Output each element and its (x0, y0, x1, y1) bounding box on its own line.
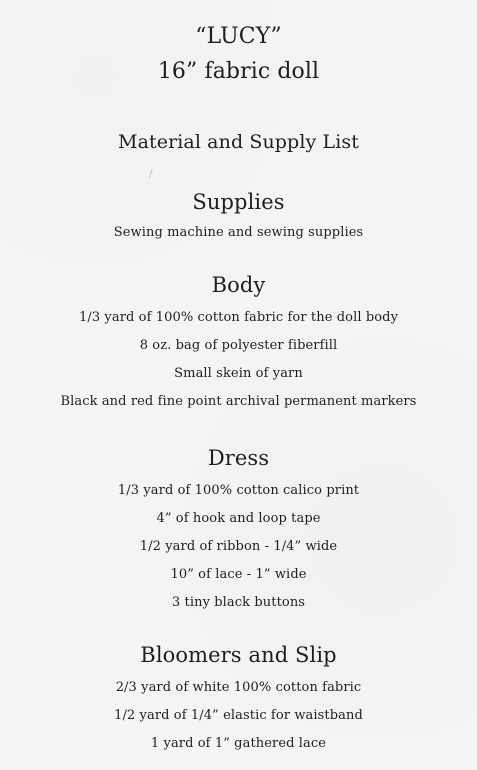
body-item: 8 oz. bag of polyester fiberfill (139, 338, 338, 353)
doc-title-line-2: 16” fabric doll (157, 59, 320, 84)
section-heading-dress: Dress (207, 446, 270, 470)
dress-item: 3 tiny black buttons (171, 595, 306, 610)
dress-item: 10” of lace - 1” wide (170, 567, 307, 582)
bloomers-item: 1 yard of 1” gathered lace (150, 736, 327, 751)
bloomers-item: 2/3 yard of white 100% cotton fabric (115, 680, 362, 695)
dress-item: 1/3 yard of 100% cotton calico print (117, 483, 360, 498)
section-heading-body: Body (211, 273, 266, 297)
dress-item: 1/2 yard of ribbon - 1/4” wide (139, 539, 338, 554)
doc-title-line-1: “LUCY” (195, 24, 282, 49)
body-item: Small skein of yarn (174, 366, 303, 381)
dress-item: 4” of hook and loop tape (156, 511, 321, 526)
body-item: Black and red fine point archival permanent markers (60, 394, 417, 409)
section-heading-bloomers: Bloomers and Slip (140, 643, 337, 667)
body-item: 1/3 yard of 100% cotton fabric for the doll body (78, 310, 399, 325)
bloomers-item: 1/2 yard of 1/4” elastic for waistband (114, 708, 363, 723)
pencil-mark (149, 169, 159, 181)
supply-item: Sewing machine and sewing supplies (113, 225, 364, 240)
list-title: Material and Supply List (118, 131, 359, 153)
section-heading-supplies: Supplies (192, 190, 285, 214)
